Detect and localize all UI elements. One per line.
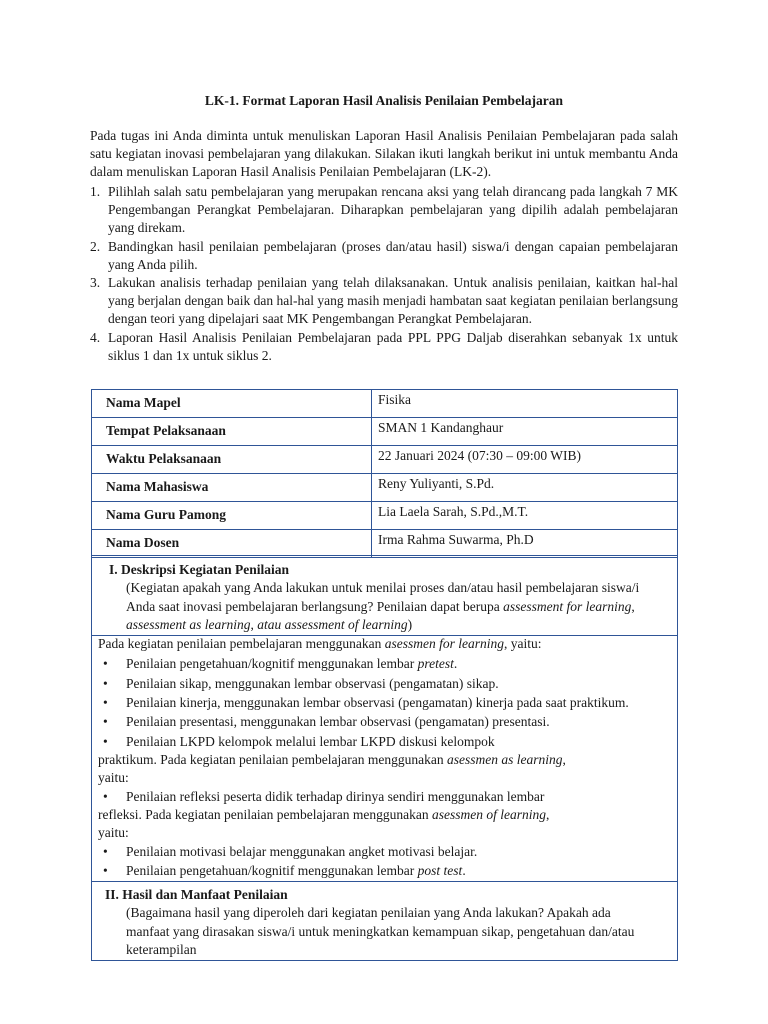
list-item — [90, 238, 678, 274]
bullet-icon: • — [103, 676, 108, 691]
list-item: • Penilaian pengetahuan/kognitif menggunakan lembar pretest. — [103, 656, 458, 671]
info-label: Tempat Pelaksanaan — [92, 418, 372, 446]
list-item: • Penilaian refleksi peserta didik terhadap dirinya sendiri menggunakan lembar — [103, 789, 545, 804]
info-label: Waktu Pelaksanaan — [92, 446, 372, 474]
bullet-icon: • — [103, 844, 108, 859]
document-title: LK-1. Format Laporan Hasil Analisis Penilaian Pembelajaran — [204, 93, 564, 108]
step-text: Lakukan analisis terhadap penilaian yang telah dilaksanakan. Untuk analisis penilaian, kaitkan hal-hal yang berjalan dengan baik dan hal-hal yang masih menjadi hambatan saat kegiatan penilaian berlangsung dengan teori yang dipelajari saat MK Pengembangan Perangkat Pembelajaran. — [108, 275, 678, 327]
step-number: 4. — [90, 329, 101, 345]
for-learning-intro: Pada kegiatan penilaian pembelajaran menggunakan asessmen for learning, yaitu: — [98, 636, 542, 651]
table-row — [92, 502, 678, 530]
info-label: Nama Mahasiswa — [92, 474, 372, 502]
list-item: • Penilaian pengetahuan/kognitif menggunakan lembar post test. — [103, 863, 466, 878]
section-2-box — [91, 881, 678, 961]
info-value: Lia Laela Sarah, S.Pd.,M.T. — [372, 502, 678, 530]
info-label: Nama Mapel — [92, 390, 372, 418]
bullet-icon: • — [103, 734, 108, 749]
list-item — [90, 329, 678, 365]
of-learning-intro: refleksi. Pada kegiatan penilaian pembelajaran menggunakan asessmen of learning, — [98, 807, 550, 822]
info-label: Nama Guru Pamong — [92, 502, 372, 530]
step-text: Laporan Hasil Analisis Penilaian Pembelajaran pada PPL PPG Daljab diserahkan sebanyak 1x untuk siklus 1 dan 1x untuk siklus 2. — [108, 329, 678, 363]
list-item: • Penilaian presentasi, menggunakan lembar observasi (pengamatan) presentasi. — [103, 714, 550, 729]
step-text: Pilihlah salah satu pembelajaran yang merupakan rencana aksi yang telah dirancang pada langkah 7 MK Pengembangan Perangkat Pembelajaran. Diharapkan pembelajaran yang dipilih adalah pembelajaran yang direkam. — [108, 184, 678, 236]
steps-list — [90, 183, 678, 365]
section-2-heading: II. Hasil dan Manfaat Penilaian — [105, 887, 288, 902]
step-text: Bandingkan hasil penilaian pembelajaran (proses dan/atau hasil) siswa/i dengan capaian pembelajaran yang Anda pilih. — [108, 238, 678, 272]
list-item: • Penilaian sikap, menggunakan lembar observasi (pengamatan) sikap. — [103, 676, 499, 691]
list-item: • Penilaian LKPD kelompok melalui lembar LKPD diskusi kelompok — [103, 734, 495, 749]
table-row — [92, 390, 678, 418]
table-row — [92, 446, 678, 474]
bullet-icon: • — [103, 695, 108, 710]
step-number: 2. — [90, 238, 101, 254]
list-item: • Penilaian kinerja, menggunakan lembar observasi (pengamatan) kinerja pada saat praktikum. — [103, 695, 629, 710]
table-row — [92, 418, 678, 446]
list-item: • Penilaian motivasi belajar menggunakan angket motivasi belajar. — [103, 844, 478, 859]
as-learning-intro: praktikum. Pada kegiatan penilaian pembelajaran menggunakan asessmen as learning, — [98, 752, 566, 767]
info-value: Irma Rahma Suwarma, Ph.D — [372, 530, 678, 558]
info-value: Reny Yuliyanti, S.Pd. — [372, 474, 678, 502]
section-1-heading: I. Deskripsi Kegiatan Penilaian — [109, 562, 290, 577]
section-1-description: (Kegiatan apakah yang Anda lakukan untuk menilai proses dan/atau hasil pembelajaran siswa/i Anda saat inovasi pembelajaran berlangsung? Penilaian dapat berupa assessment for learning, assessment as learning, atau assessment of learning) — [126, 580, 640, 633]
list-item — [90, 274, 678, 329]
intro-paragraph: Pada tugas ini Anda diminta untuk menuliskan Laporan Hasil Analisis Penilaian Pembelajaran pada salah satu kegiatan inovasi pembelajaran yang dilakukan. Silakan ikuti langkah berikut ini untuk membantu Anda dalam menuliskan Laporan Hasil Analisis Penilaian Pembelajaran (LK-2). — [90, 128, 678, 180]
section-1-answer — [91, 634, 678, 882]
bullet-icon: • — [103, 714, 108, 729]
bullet-icon: • — [103, 863, 108, 878]
bullet-icon: • — [103, 656, 108, 671]
section-1-box — [91, 555, 678, 636]
info-label: Nama Dosen — [92, 530, 372, 558]
info-value: SMAN 1 Kandanghaur — [372, 418, 678, 446]
info-value: 22 Januari 2024 (07:30 – 09:00 WIB) — [372, 446, 678, 474]
as-learning-yaitu: yaitu: — [98, 770, 129, 785]
step-number: 1. — [90, 184, 101, 199]
info-value: Fisika — [372, 390, 678, 418]
step-number: 3. — [90, 275, 101, 291]
of-learning-yaitu: yaitu: — [98, 825, 129, 840]
info-table — [91, 389, 678, 558]
list-item — [90, 183, 678, 238]
section-2-description: (Bagaimana hasil yang diperoleh dari kegiatan penilaian yang Anda lakukan? Apakah ada manfaat yang dirasakan siswa/i untuk meningkatkan kemampuan sikap, pengetahuan dan/atau keterampilan — [126, 905, 635, 958]
table-row — [92, 530, 678, 558]
table-row — [92, 474, 678, 502]
bullet-icon: • — [103, 789, 108, 804]
